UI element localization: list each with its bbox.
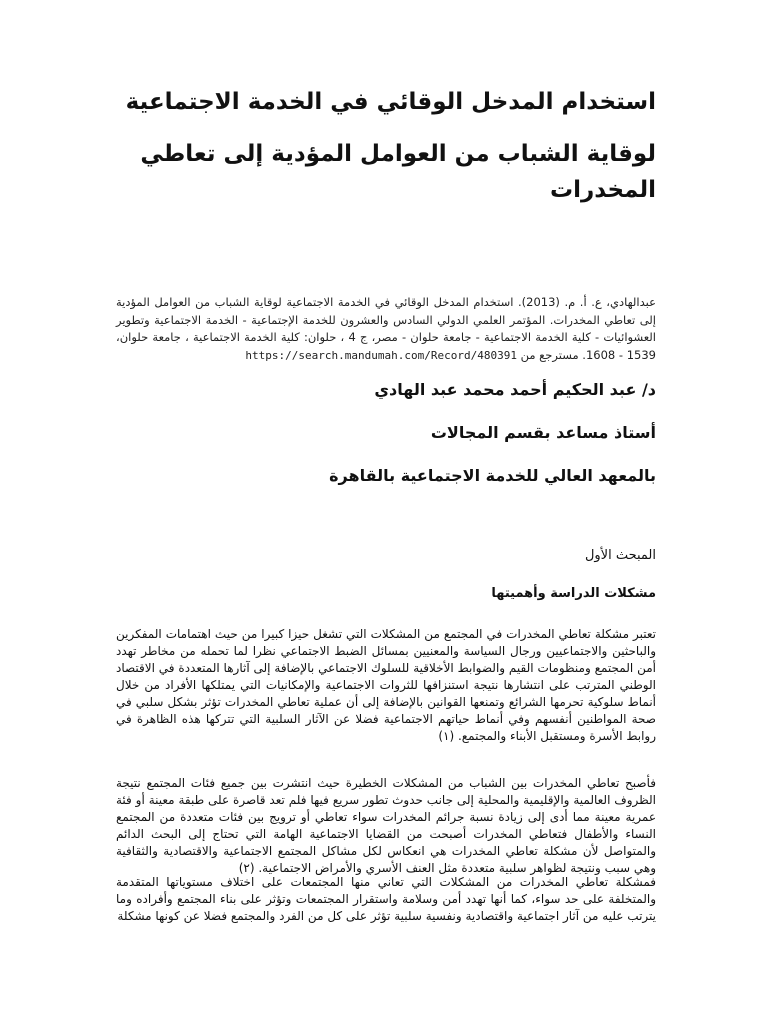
section-label: المبحث الأول [584,548,656,563]
citation-text: عبدالهادي، ع. أ. م. (2013). استخدام المدخل الوقائي في الخدمة الاجتماعية لوقاية الشباب من العوامل المؤدية إلى تعاطي المخدرات. المؤتمر العلمي الدولي السادس والعشرون للخدمة الإجتماعية - الخدمة الاجتماعية وتطوير العشوائيات - كلية الخدمة الاجتماعية - جامعة حلوان - مصر، ج 4 ، حلوان: كلية الخدمة الاجتماعية ، جامعة حلوان، 1539 - 1608. مسترجع من [116,295,656,362]
document-title-line-1: استخدام المدخل الوقائي في الخدمة الاجتماعية [125,89,656,115]
author-name: د/ عبد الحكيم أحمد محمد عبد الهادي [374,380,656,399]
citation-url[interactable]: https://search.mandumah.com/Record/480391 [245,348,517,362]
body-paragraph-1: تعتبر مشكلة تعاطي المخدرات في المجتمع من المشكلات التي تشغل حيزا كبيرا من حيث اهتمامات المفكرين والباحثين والاجتماعيين ورجال السياسة والمعنيين بمسائل الضبط الاجتماعي نظرا لما تحمله من مخاطر تهدد أمن المجتمع ومنظومات القيم والضوابط الأخلاقية للسلوك الاجتماعي بالإضافة إلى آثارها المتعددة في الاقتصاد الوطني المترتب على انتشارها نتيجة استنزافها للثروات الاجتماعية والإمكانيات التي يمتلكها الأفراد من خلال أنماط سلوكية تحرمها الشرائع وتمنعها القوانين بالإضافة إلى أن عملية تعاطي المخدرات تؤثر بشكل سلبي في صحة المواطنين أنفسهم وفي أنماط حياتهم الاجتماعية فضلا عن الآثار السلبية التي تتركها هذه الظاهرة في روابط الأسرة ومستقبل الأبناء والمجتمع. (١) [116,627,656,743]
author-institute: بالمعهد العالي للخدمة الاجتماعية بالقاهرة [329,466,656,485]
author-position: أستاذ مساعد بقسم المجالات [430,423,656,442]
document-title-line-2: لوقاية الشباب من العوامل المؤدية إلى تعاطي المخدرات [140,141,656,203]
body-paragraph-3: فمشكلة تعاطي المخدرات من المشكلات التي تعاني منها المجتمعات على اختلاف مستوياتها المتقدمة والمتخلفة على حد سواء، كما أنها تهدد أمن وسلامة واستقرار المجتمعات وتؤثر على بناء المجتمع وأفراده وما يترتب عليه من آثار اجتماعية واقتصادية ونفسية سلبية تؤثر على كل من الفرد والمجتمع فضلا عن كونها مشكلة [116,875,656,923]
citation-block [116,294,656,364]
body-paragraph-2: فأصبح تعاطي المخدرات بين الشباب من المشكلات الخطيرة حيث انتشرت بين جميع فئات المجتمع نتيجة الظروف العالمية والإقليمية والمحلية إلى جانب حدوث تطور سريع فيها فلم تعد قاصرة على طبقة معينة أو فئة عمرية معينة مما أدى إلى زيادة نسبة جرائم المخدرات سواء تعاطي أو ترويج بين فئات متعددة من المجتمع النساء والأطفال فتعاطي المخدرات أصبحت من القضايا الاجتماعية الهامة التي تحتاج إلى البحث الدائم والمتواصل لأن مشكلة تعاطي المخدرات هي انعكاس لكل مشاكل المجتمع الاجتماعية والاقتصادية والثقافية وهي سبب ونتيجة لظواهر سلبية متعددة مثل العنف الأسري والأمراض الاجتماعية. (٢) [116,776,656,875]
section-title: مشكلات الدراسة وأهميتها [491,586,656,601]
